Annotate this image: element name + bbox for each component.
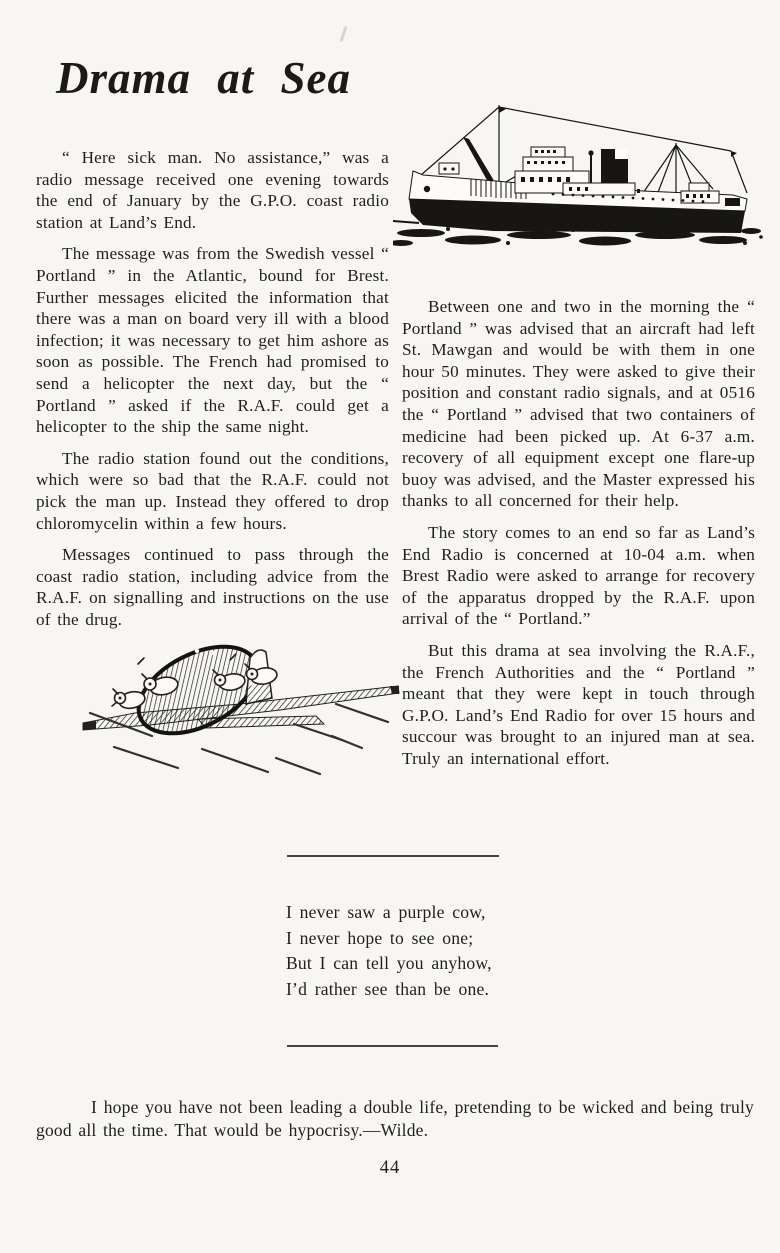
paragraph: The story comes to an end so far as Land’s End Radio is concerned at 10-04 a.m. when Brest Radio were asked to arrange for recovery of the apparatus dropped by the R.A.F. upon arrival of the “ Portland.” xyxy=(402,522,755,629)
poem-line: But I can tell you anyhow, xyxy=(286,953,492,973)
poem-line: I’d rather see than be one. xyxy=(286,978,490,999)
scan-artifact xyxy=(340,26,348,42)
paragraph: The message was from the Swedish vessel “ Portland ” in the Atlantic, bound for Brest. Further messages elicited the information that there was a man on board very ill with a blood infection; it was necessary to get him ashore as soon as possible. The French had promised to send a helicopter the next day, but the “ Portland ” asked if the R.A.F. could get a helicopter to the ship the same night. xyxy=(36,244,389,437)
wilde-quote: I hope you have not been leading a double life, pretending to be wicked and being truly good all the time. That would be hypocrisy.—Wilde. xyxy=(36,1097,754,1140)
paragraph: The radio station found out the conditions, which were so bad that the R.A.F. could not pick the man up. Instead they offered to drop chloromycelin within a few hours. xyxy=(36,448,389,533)
poem-line: I never hope to see one; xyxy=(286,927,474,948)
paragraph: Messages continued to pass through the coast radio station, including advice from the R.A.F. on signalling and instructions on the use of the drug. xyxy=(36,545,389,629)
left-column xyxy=(36,147,389,640)
paragraph: “ Here sick man. No assistance,” was a radio message received one evening towards the end of January by the G.P.O. coast radio station at Land’s End. xyxy=(36,148,389,232)
poem xyxy=(286,900,492,1002)
article-title: Drama at Sea xyxy=(56,53,352,103)
divider-rule xyxy=(287,1045,498,1047)
page-number: 44 xyxy=(379,1158,401,1178)
poem-line: I never saw a purple cow, xyxy=(286,902,486,922)
ship-illustration xyxy=(393,93,765,251)
right-column xyxy=(402,296,755,779)
paragraph: Between one and two in the morning the “ Portland ” was advised that an aircraft had left St. Mawgan and would be with them in one hour 50 minutes. They were asked to give their position and constant radio signals, and at 0516 the “ Portland ” advised that two containers of medicine had been picked up. At 6-37 a.m. recovery of all equipment except one flare-up buoy was advised, and the Master expressed his thanks to all concerned for their help. xyxy=(402,297,755,511)
paragraph: But this drama at sea involving the R.A.F., the French Authorities and the “ Portland ” meant that they were kept in touch through G.P.O. Land’s End Radio for over 15 hours and succour was brought to an injured man at sea. Truly an international effort. xyxy=(402,640,755,768)
airplane-illustration xyxy=(80,616,410,791)
divider-rule xyxy=(287,855,499,857)
